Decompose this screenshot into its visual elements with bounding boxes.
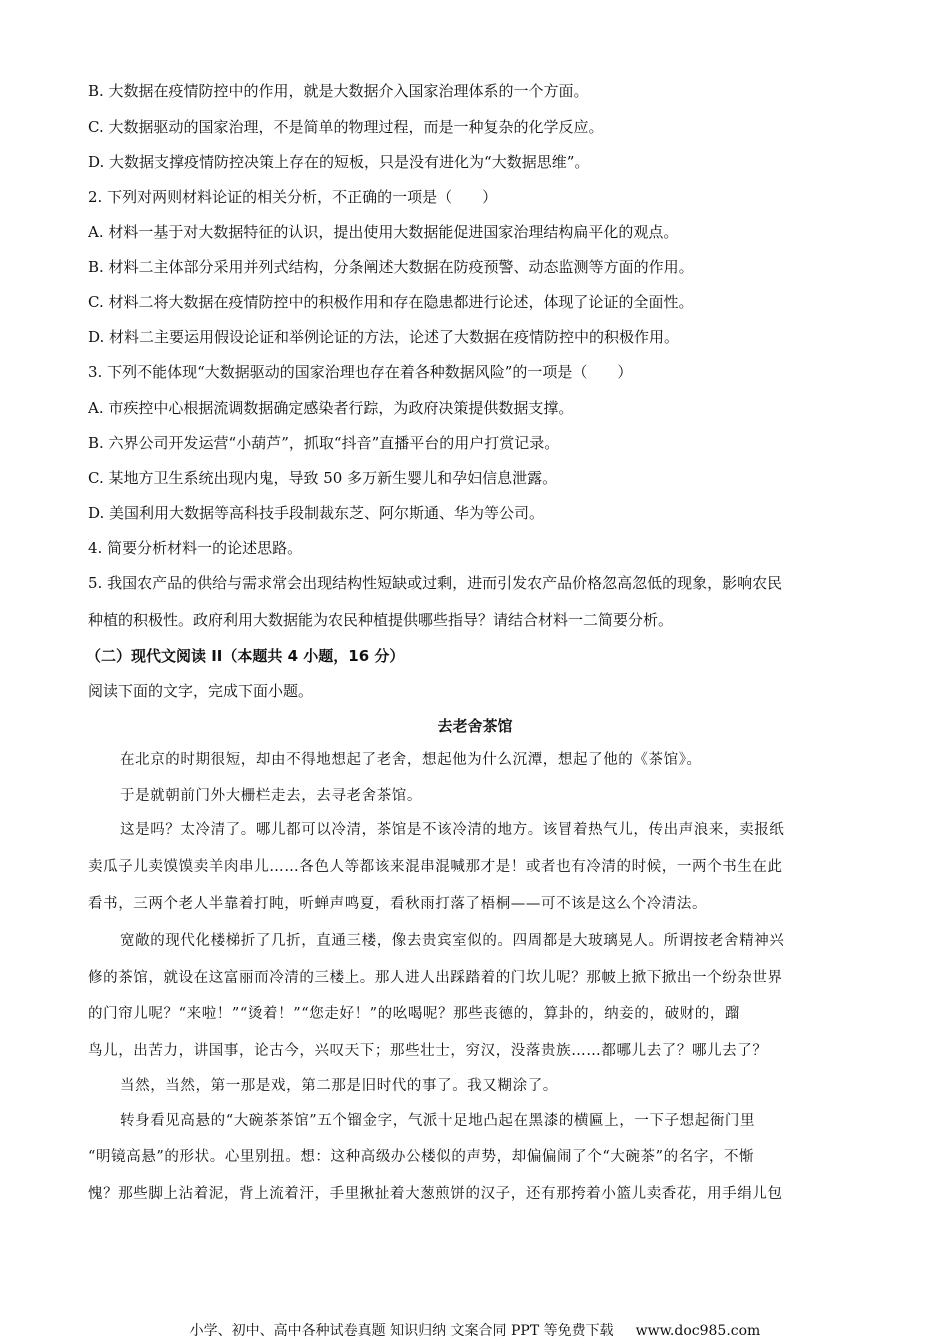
question-5-line-1: 5. 我国农产品的供给与需求常会出现结构性短缺或过剩，进而引发农产品价格忽高忽低的现象，影响农民 <box>88 574 783 592</box>
essay-paragraph-3-line-3: 看书，三两个老人半靠着打盹，听蝉声鸣夏，看秋雨打落了梧桐——可不该是这么个冷清法。 <box>88 896 708 912</box>
question-4: 4. 简要分析材料一的论述思路。 <box>88 539 303 557</box>
question-2-option-a: A. 材料一基于对大数据特征的认识，提出使用大数据能促进国家治理结构扁平化的观点。 <box>88 223 679 241</box>
option-c-line: C. 大数据驱动的国家治理，不是简单的物理过程，而是一种复杂的化学反应。 <box>88 118 604 136</box>
essay-paragraph-6-line-1: 转身看见高悬的“大碗茶茶馆”五个镏金字，气派十足地凸起在黑漆的横匾上，一下子想起衙门里 <box>120 1113 756 1129</box>
essay-paragraph-6-line-3: 愧？那些脚上沾着泥，背上流着汗，手里揪扯着大葱煎饼的汉子，还有那挎着小篮儿卖香花，用手绢儿包 <box>88 1186 783 1202</box>
question-3: 3. 下列不能体现“大数据驱动的国家治理也存在着各种数据风险”的一项是（ ） <box>88 363 633 381</box>
option-b-line: B. 大数据在疫情防控中的作用，就是大数据介入国家治理体系的一个方面。 <box>88 82 589 100</box>
question-5-line-2: 种植的积极性。政府利用大数据能为农民种植提供哪些指导？请结合材料一二简要分析。 <box>88 611 674 629</box>
essay-title: 去老舍茶馆 <box>437 717 513 735</box>
page-footer <box>0 1321 950 1341</box>
question-2-option-b: B. 材料二主体部分采用并列式结构，分条阐述大数据在防疫预警、动态监测等方面的作用。 <box>88 258 694 276</box>
question-2: 2. 下列对两则材料论证的相关分析，不正确的一项是（ ） <box>88 188 498 206</box>
footer-text: 小学、初中、高中各种试卷真题 知识归纳 文案合同 PPT 等免费下载 <box>189 1323 614 1339</box>
question-2-option-c: C. 材料二将大数据在疫情防控中的积极作用和存在隐患都进行论述，体现了论证的全面性。 <box>88 293 694 311</box>
essay-paragraph-4-line-2: 修的茶馆，就设在这富丽而冷清的三楼上。那人进人出踩踏着的门坎儿呢？那帔上掀下掀出一个纷杂世界 <box>88 970 783 986</box>
question-3-option-b: B. 六界公司开发运营“小葫芦”，抓取“抖音”直播平台的用户打赏记录。 <box>88 434 560 452</box>
reading-instruction: 阅读下面的文字，完成下面小题。 <box>88 682 314 700</box>
option-d-line: D. 大数据支撑疫情防控决策上存在的短板，只是没有进化为“大数据思维”。 <box>88 153 590 171</box>
footer-url[interactable]: www.doc985.com <box>635 1323 761 1339</box>
question-2-option-d: D. 材料二主要运用假设论证和举例论证的方法，论述了大数据在疫情防控中的积极作用。 <box>88 328 680 346</box>
question-3-option-a: A. 市疾控中心根据流调数据确定感染者行踪，为政府决策提供数据支撑。 <box>88 399 574 417</box>
question-3-option-c: C. 某地方卫生系统出现内鬼，导致 50 多万新生婴儿和孕妇信息泄露。 <box>88 469 558 487</box>
essay-paragraph-1: 在北京的时期很短，却由不得地想起了老舍，想起他为什么沉潭，想起了他的《茶馆》。 <box>120 752 702 768</box>
essay-paragraph-5: 当然，当然，第一那是戏，第二那是旧时代的事了。我又糊涂了。 <box>120 1078 558 1094</box>
section-heading: （二）现代文阅读 II（本题共 4 小题，16 分） <box>86 647 405 665</box>
essay-paragraph-4-line-1: 宽敞的现代化楼梯折了几折，直通三楼，像去贵宾室似的。四周都是大玻璃晃人。所谓按老舍精神兴 <box>120 933 785 949</box>
essay-paragraph-4-line-3: 的门帘儿呢？“来啦！”“烫着！”“您走好！”的吆喝呢？那些丧德的，算卦的，纳妾的，破财的，蹓 <box>88 1006 741 1022</box>
question-3-option-d: D. 美国利用大数据等高科技手段制裁东芝、阿尔斯通、华为等公司。 <box>88 504 545 522</box>
essay-paragraph-6-line-2: “明镜高悬”的形状。心里别扭。想：这种高级办公楼似的声势，却偏偏闹了个“大碗茶”的名字，不惭 <box>88 1149 755 1165</box>
essay-paragraph-2: 于是就朝前门外大栅栏走去，去寻老舍茶馆。 <box>120 788 422 804</box>
essay-paragraph-3-line-2: 卖瓜子儿卖馍馍卖羊肉串儿……各色人等都该来混串混喊那才是！或者也有冷清的时候，一两个书生在此 <box>88 859 783 875</box>
essay-paragraph-4-line-4: 鸟儿，出苦力，讲国事，论古今，兴叹天下；那些壮士，穷汉，没落贵族……都哪儿去了？哪儿去了？ <box>88 1043 768 1059</box>
essay-paragraph-3-line-1: 这是吗？太冷清了。哪儿都可以冷清，茶馆是不该冷清的地方。该冒着热气儿，传出声浪来，卖报纸 <box>120 822 785 838</box>
